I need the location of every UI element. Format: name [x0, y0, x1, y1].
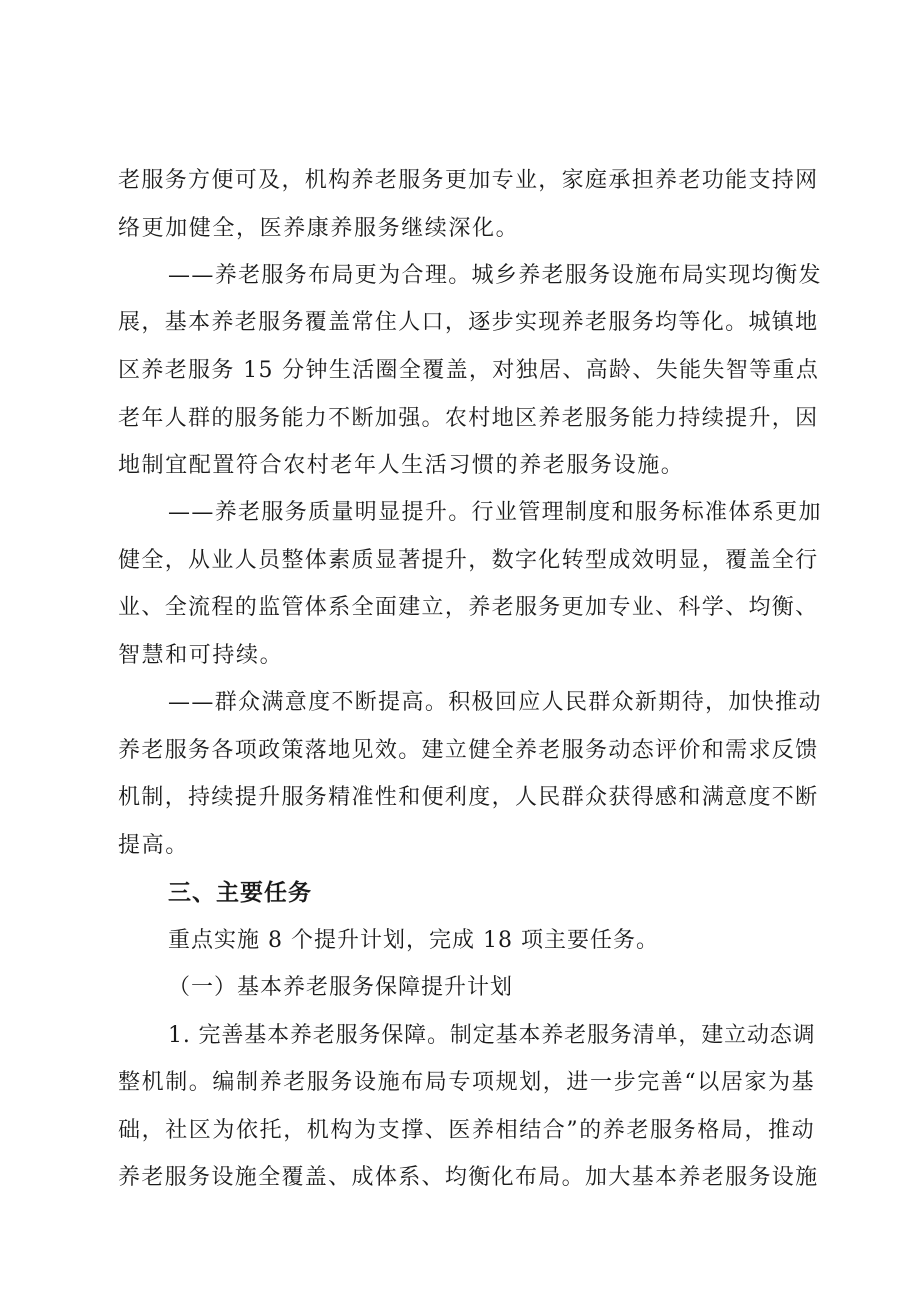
paragraph-line: 智慧和可持续。: [118, 643, 284, 668]
paragraph-line: 机制，持续提升服务精准性和便利度，人民群众获得感和满意度不断: [118, 785, 819, 810]
paragraph-line: 1. 完善基本养老服务保障。制定基本养老服务清单，建立动态调: [168, 1023, 816, 1048]
paragraph-line: 健全，从业人员整体素质显著提升，数字化转型成效明显，覆盖全行: [118, 548, 819, 573]
paragraph-line: ——养老服务布局更为合理。城乡养老服务设施布局实现均衡发: [168, 263, 822, 288]
subsection-heading: （一）基本养老服务保障提升计划: [168, 975, 514, 1000]
paragraph-line: 整机制。编制养老服务设施布局专项规划，进一步完善“以居家为基: [118, 1070, 816, 1095]
paragraph-line: 老年人群的服务能力不断加强。农村地区养老服务能力持续提升，因: [118, 406, 819, 431]
paragraph-line: 养老服务设施全覆盖、成体系、均衡化布局。加大基本养老服务设施: [118, 1165, 819, 1190]
paragraph-line: 络更加健全，医养康养服务继续深化。: [118, 216, 520, 241]
paragraph-line: 础，社区为依托，机构为支撑、医养相结合”的养老服务格局，推动: [118, 1118, 816, 1143]
paragraph-line: ——养老服务质量明显提升。行业管理制度和服务标准体系更加: [168, 500, 822, 525]
paragraph-line: 提高。: [118, 833, 189, 858]
paragraph-line: 老服务方便可及，机构养老服务更加专业，家庭承担养老功能支持网: [118, 168, 819, 193]
paragraph-line: 区养老服务 15 分钟生活圈全覆盖，对独居、高龄、失能失智等重点: [118, 358, 820, 383]
section-intro: 重点实施 8 个提升计划，完成 18 项主要任务。: [168, 928, 659, 953]
paragraph-line: 展，基本养老服务覆盖常住人口，逐步实现养老服务均等化。城镇地: [118, 310, 819, 335]
section-heading: 三、主要任务: [168, 880, 312, 906]
paragraph-line: 养老服务各项政策落地见效。建立健全养老服务动态评价和需求反馈: [118, 738, 819, 763]
paragraph-line: ——群众满意度不断提高。积极回应人民群众新期待，加快推动: [168, 690, 822, 715]
paragraph-line: 地制宜配置符合农村老年人生活习惯的养老服务设施。: [118, 453, 685, 478]
paragraph-line: 业、全流程的监管体系全面建立，养老服务更加专业、科学、均衡、: [118, 595, 819, 620]
